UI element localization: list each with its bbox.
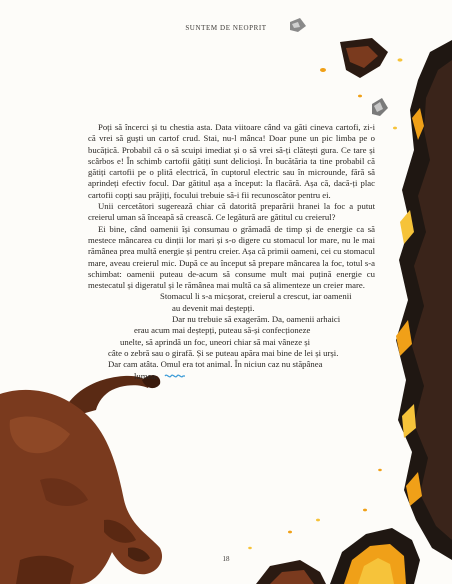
paragraph-3: Ei bine, când oamenii își consumau o grămadă de timp și de energie ca să mestece mâncarea cu dinții lor mari și s-o digere cu stomacul lor mare, nu le mai rămânea prea multă energie și pentru creier. Așa că primii oameni, cei cu stomacul mare, aveau creierul mic. După ce au început să prepare mâncarea la foc, totul s-a schimbat: oamenii puteau de-acum să consume mult mai puțină energie cu mestecatul și digeratul și le rămânea mai multă ca să alimenteze un creier mare. xyxy=(88,223,375,291)
running-header: SUNTEM DE NEOPRIT xyxy=(185,24,267,32)
paragraph-4-line-4: câte o zebră sau o girafă. Și se puteau apăra mai bine de lei și urși. xyxy=(108,347,339,358)
paragraph-4-line-6-text: lumea. xyxy=(134,370,158,381)
body-text xyxy=(88,122,375,382)
paragraph-4-line-3: unelte, să aprindă un foc, uneori chiar să mai vâneze și xyxy=(120,336,311,347)
paragraph-4-line-2: erau acum mai deștepți, puteau să-și confecționeze xyxy=(134,325,311,336)
paragraph-4-line-1: Dar nu trebuie să exagerăm. Da, oamenii arhaici xyxy=(172,314,341,325)
paragraph-4-line-6 xyxy=(134,371,375,383)
paragraph-4-line-5: Dar cam atâta. Omul era tot animal. În niciun caz nu stăpânea xyxy=(108,359,323,370)
paragraph-2: Unii cercetători sugerează chiar că datorită preparării hranei la foc a putut creierul uman să înceapă să crească. Ce legătură are gătitul cu creierul? xyxy=(88,201,375,223)
paragraph-3-line-a: Stomacul li s-a micșorat, creierul a crescut, iar oamenii xyxy=(160,291,352,302)
charred-wood-icon xyxy=(340,38,388,78)
paragraph-3-line-b: au devenit mai deștepți. xyxy=(172,302,255,313)
flame-border-icon xyxy=(396,40,452,560)
bird-squiggle-icon xyxy=(164,371,186,382)
paragraph-1: Poți să încerci și tu chestia asta. Data viitoare când va găti cineva cartofi, zi-i că vrei să guști un cartof crud. Stai, nu-l mânca! Doar pune un pic limba pe o bucățică. Probabil că o să scuipi imediat și o să vrei să-ți clătești gura. Ce tare și scârbos e! În schimb cartofii gătiți sunt delicioși. În bucătăria ta tine probabil că gătiți cartofii pe o plită electrică, în cuptorul electric sau în microunde, fără să aprindeți efectiv focul. Dar gătitul așa a început: la flacără. Așa că, dacă-ți plac cartofii copți sau prăjiți, focului trebuie să-i fii recunoscător pentru ei. xyxy=(88,122,375,200)
page-number: 18 xyxy=(222,555,230,563)
